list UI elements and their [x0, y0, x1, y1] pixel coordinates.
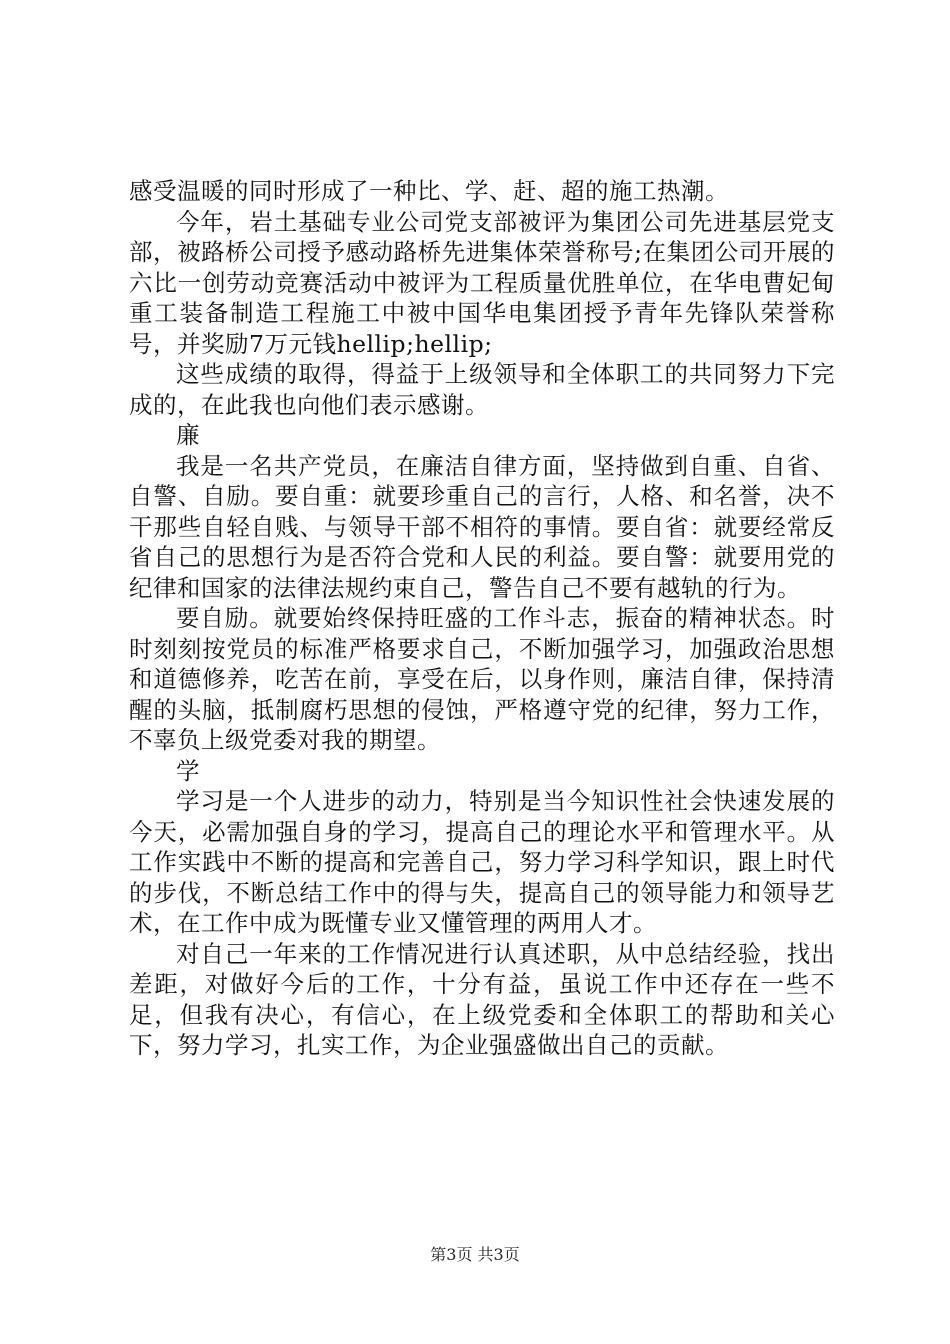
- paragraph-6: 学习是一个人进步的动力，特别是当今知识性社会快速发展的今天，必需加强自身的学习，提高自己的理论水平和管理水平。从工作实践中不断的提高和完善自己，努力学习科学知识，跟上时代的步伐，不断总结工作中的得与失，提高自己的领导能力和领导艺术，在工作中成为既懂专业又懂管理的两用人才。: [129, 787, 835, 937]
- section-heading-xue: 学: [176, 756, 200, 785]
- section-heading-lian: 廉: [176, 421, 200, 449]
- paragraph-3: 这些成绩的取得，得益于上级领导和全体职工的共同努力下完成的，在此我也向他们表示感谢。: [129, 360, 835, 419]
- page-number-label: 第3页 共3页: [430, 1245, 520, 1264]
- paragraph-4: 我是一名共产党员，在廉洁自律方面，坚持做到自重、自省、自警、自励。要自重：就要珍重自己的言行，人格、和名誉，决不干那些自轻自贱、与领导干部不相符的事情。要自省：就要经常反省自己的思想行为是否符合党和人民的利益。要自警：就要用党的纪律和国家的法律法规约束自己，警告自己不要有越轨的行为。: [129, 451, 835, 602]
- paragraph-1: 感受温暖的同时形成了一种比、学、赶、超的施工热潮。: [129, 177, 729, 205]
- paragraph-7: 对自己一年来的工作情况进行认真述职，从中总结经验，找出差距，对做好今后的工作，十分有益，虽说工作中还存在一些不足，但我有决心，有信心，在上级党委和全体职工的帮助和关心下，努力学习，扎实工作，为企业强盛做出自己的贡献。: [129, 939, 835, 1059]
- page-footer: [0, 1242, 950, 1265]
- paragraph-5: 要自励。就要始终保持旺盛的工作斗志，振奋的精神状态。时时刻刻按党员的标准严格要求自己，不断加强学习，加强政治思想和道德修养，吃苦在前，享受在后，以身作则，廉洁自律，保持清醒的头脑，抵制腐朽思想的侵蚀，严格遵守党的纪律，努力工作，不辜负上级党委对我的期望。: [129, 604, 835, 754]
- paragraph-2: 今年，岩土基础专业公司党支部被评为集团公司先进基层党支部，被路桥公司授予感动路桥先进集体荣誉称号;在集团公司开展的六比一创劳动竞赛活动中被评为工程质量优胜单位，在华电曹妃甸重工装备制造工程施工中被中国华电集团授予青年先锋队荣誉称号，并奖励7万元钱hellip;hellip;: [129, 207, 835, 358]
- document-body: [129, 176, 835, 1061]
